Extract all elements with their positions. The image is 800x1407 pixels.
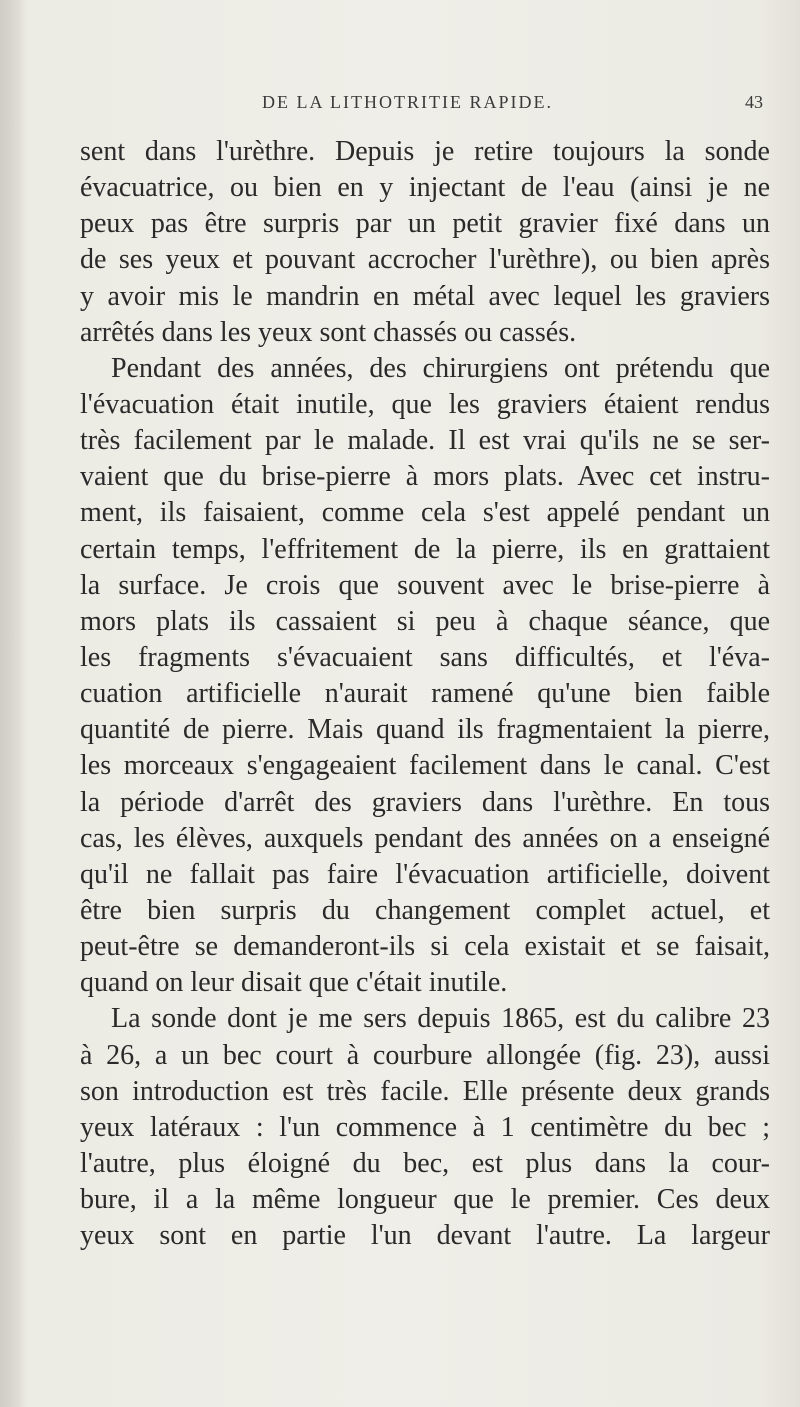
text-line: l'évacuation était inutile, que les graviers étaient rendus <box>80 388 770 420</box>
text-line: très facilement par le malade. Il est vrai qu'ils ne se ser- <box>80 425 770 457</box>
text-line: peut-être se demanderont-ils si cela existait et se faisait, <box>80 931 770 963</box>
text-line: cuation artificielle n'aurait ramené qu'une bien faible <box>80 678 770 710</box>
text-line: mors plats ils cassaient si peu à chaque séance, que <box>80 605 770 637</box>
paragraph-start-line: Pendant des années, des chirurgiens ont prétendu que <box>111 352 770 384</box>
text-line: vaient que du brise-pierre à mors plats. Avec cet instru- <box>80 461 770 493</box>
text-line: sent dans l'urèthre. Depuis je retire toujours la sonde <box>80 136 770 167</box>
text-line: qu'il ne fallait pas faire l'évacuation artificielle, doivent <box>80 858 770 890</box>
text-line: yeux sont en partie l'un devant l'autre. La largeur <box>80 1220 770 1252</box>
text-line: les fragments s'évacuaient sans difficultés, et l'éva- <box>80 641 770 673</box>
text-line: quand on leur disait que c'était inutile. <box>80 967 508 999</box>
text-line: quantité de pierre. Mais quand ils fragmentaient la pierre, <box>80 714 770 746</box>
text-line: certain temps, l'effritement de la pierre, ils en grattaient <box>80 533 770 565</box>
text-line: l'autre, plus éloigné du bec, est plus dans la cour- <box>80 1147 770 1179</box>
text-line: y avoir mis le mandrin en métal avec lequel les graviers <box>80 280 770 312</box>
text-line: être bien surpris du changement complet actuel, et <box>80 894 770 926</box>
running-title: DE LA LITHOTRITIE RAPIDE. <box>262 92 553 112</box>
text-line: peux pas être surpris par un petit gravier fixé dans un <box>80 208 770 240</box>
text-line: son introduction est très facile. Elle présente deux grands <box>80 1075 770 1107</box>
text-line: la période d'arrêt des graviers dans l'urèthre. En tous <box>80 786 770 818</box>
text-line: arrêtés dans les yeux sont chassés ou cassés. <box>80 316 577 348</box>
text-line: yeux latéraux : l'un commence à 1 centimètre du bec ; <box>80 1111 770 1143</box>
text-line: les morceaux s'engageaient facilement dans le canal. C'est <box>80 750 770 782</box>
text-line: bure, il a la même longueur que le premier. Ces deux <box>80 1184 770 1216</box>
page-number: 43 <box>745 92 763 112</box>
text-line: à 26, a un bec court à courbure allongée (fig. 23), aussi <box>80 1039 770 1071</box>
body-text <box>80 134 770 1254</box>
text-line: ment, ils faisaient, comme cela s'est appelé pendant un <box>80 497 770 529</box>
text-line: cas, les élèves, auxquels pendant des années on a enseigné <box>80 822 770 854</box>
text-line: de ses yeux et pouvant accrocher l'urèthre), ou bien après <box>80 244 770 276</box>
page-gutter-shadow <box>0 0 26 1407</box>
running-head <box>0 92 800 116</box>
text-line: la surface. Je crois que souvent avec le brise-pierre à <box>80 569 770 601</box>
paragraph-start-line: La sonde dont je me sers depuis 1865, est du calibre 23 <box>111 1003 770 1035</box>
text-line: évacuatrice, ou bien en y injectant de l'eau (ainsi je ne <box>80 172 770 204</box>
